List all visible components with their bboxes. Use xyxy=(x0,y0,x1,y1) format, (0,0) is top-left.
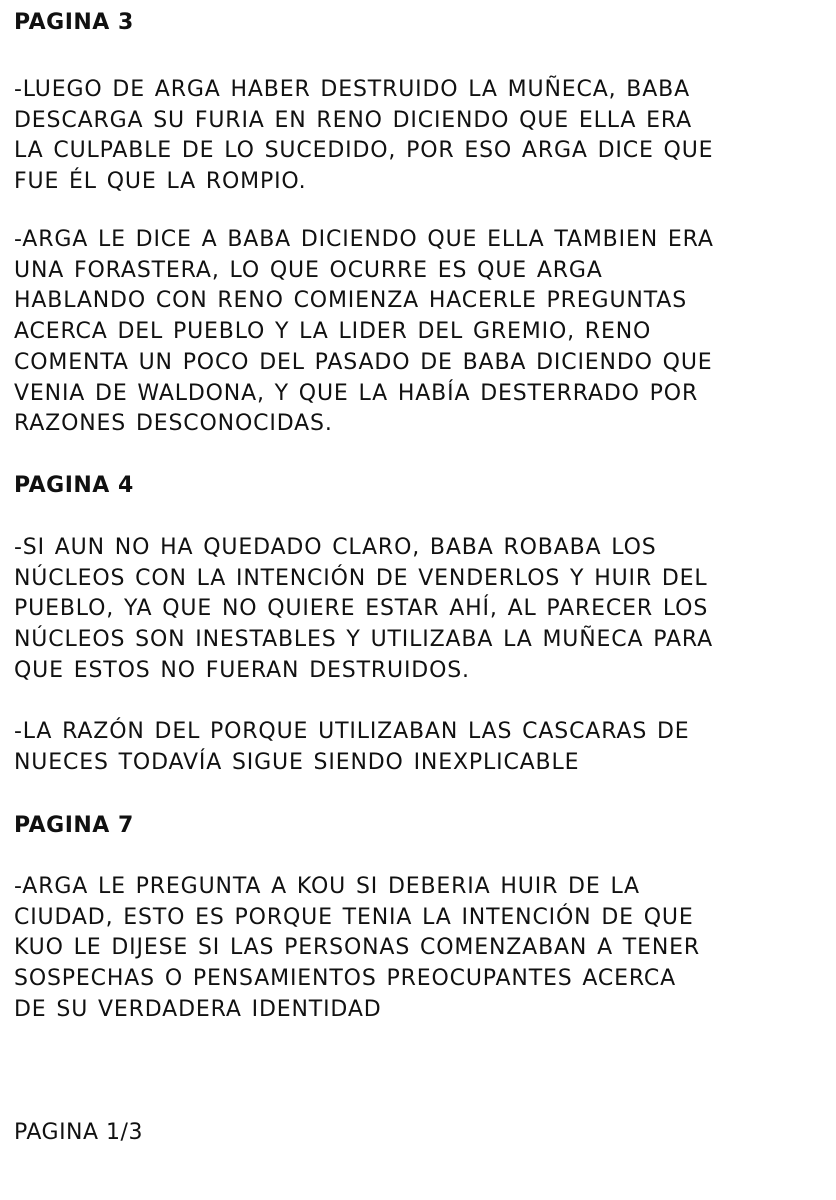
text-line: NÚCLEOS CON LA INTENCIÓN DE VENDERLOS Y HUIR DEL xyxy=(14,565,708,591)
text-line: FUE ÉL QUE LA ROMPIO. xyxy=(14,169,307,195)
paragraph-pagina-7-1 xyxy=(14,872,826,1026)
text-line: VENIA DE WALDONA, Y QUE LA HABÍA DESTERRADO POR xyxy=(14,380,699,406)
text-line: KUO LE DIJESE SI LAS PERSONAS COMENZABAN A TENER xyxy=(14,935,701,961)
text-line: ACERCA DEL PUEBLO Y LA LIDER DEL GREMIO, RENO xyxy=(14,319,652,345)
text-line: -LUEGO DE ARGA HABER DESTRUIDO LA MUÑECA, BABA xyxy=(14,77,690,102)
page-counter: PAGINA 1/3 xyxy=(14,1120,143,1145)
paragraph-pagina-4-1 xyxy=(14,533,826,687)
text-line: PUEBLO, YA QUE NO QUIERE ESTAR AHÍ, AL PARECER LOS xyxy=(14,596,709,622)
text-line: SOSPECHAS O PENSAMIENTOS PREOCUPANTES ACERCA xyxy=(14,966,677,992)
text-line: -ARGA LE DICE A BABA DICIENDO QUE ELLA TAMBIEN ERA xyxy=(14,227,714,252)
text-line: NÚCLEOS SON INESTABLES Y UTILIZABA LA MUÑECA PARA xyxy=(14,627,713,653)
text-line: CIUDAD, ESTO ES PORQUE TENIA LA INTENCIÓN DE QUE xyxy=(14,904,694,930)
text-line: NUECES TODAVÍA SIGUE SIENDO INEXPLICABLE xyxy=(14,749,580,775)
text-line: HABLANDO CON RENO COMIENZA HACERLE PREGUNTAS xyxy=(14,288,688,314)
section-heading-pagina-4: PAGINA 4 xyxy=(14,473,134,498)
text-line: -LA RAZÓN DEL PORQUE UTILIZABAN LAS CASCARAS DE xyxy=(14,719,690,744)
text-line: DESCARGA SU FURIA EN RENO DICIENDO QUE ELLA ERA xyxy=(14,107,692,133)
text-line: DE SU VERDADERA IDENTIDAD xyxy=(14,996,382,1022)
section-heading-pagina-3: PAGINA 3 xyxy=(14,10,134,35)
paragraph-pagina-4-2 xyxy=(14,717,826,778)
text-line: QUE ESTOS NO FUERAN DESTRUIDOS. xyxy=(14,657,470,683)
text-line: RAZONES DESCONOCIDAS. xyxy=(14,411,333,437)
paragraph-pagina-3-2 xyxy=(14,225,826,440)
section-heading-pagina-7: PAGINA 7 xyxy=(14,813,134,838)
text-line: LA CULPABLE DE LO SUCEDIDO, POR ESO ARGA DICE QUE xyxy=(14,138,714,164)
paragraph-pagina-3-1 xyxy=(14,75,826,198)
text-line: -ARGA LE PREGUNTA A KOU SI DEBERIA HUIR DE LA xyxy=(14,874,640,899)
text-line: -SI AUN NO HA QUEDADO CLARO, BABA ROBABA LOS xyxy=(14,535,657,560)
text-line: UNA FORASTERA, LO QUE OCURRE ES QUE ARGA xyxy=(14,257,603,283)
text-line: COMENTA UN POCO DEL PASADO DE BABA DICIENDO QUE xyxy=(14,349,713,375)
